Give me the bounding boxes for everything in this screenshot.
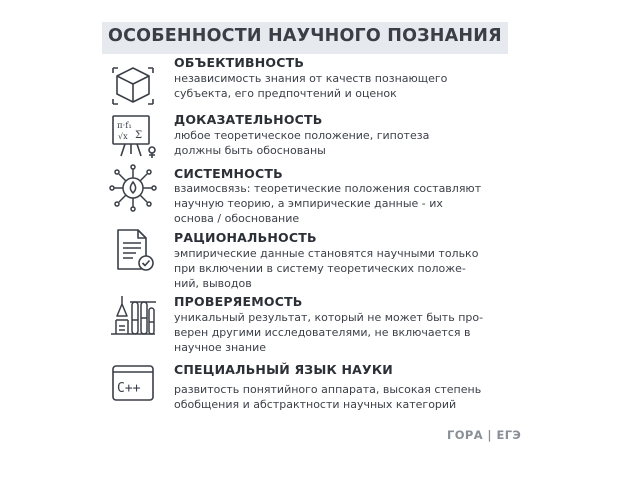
feature-description: взаимосвязь: теоретические положения составляют научную теорию, а эмпирические данные - их основа / обоснование: [174, 182, 482, 225]
feature-description: уникальный результат, который не может быть про- верен другими исследователями, не включается в научное знание: [174, 311, 484, 354]
feature-heading: ОБЪЕКТИВНОСТЬ: [174, 55, 305, 70]
formula-board-icon: [108, 110, 158, 160]
feature-heading: СПЕЦИАЛЬНЫЙ ЯЗЫК НАУКИ: [174, 362, 393, 377]
cube-icon: [108, 60, 158, 110]
svg-text:C++: C++: [117, 381, 141, 396]
svg-text:π·f₁: π·f₁: [117, 121, 132, 131]
svg-text:√x: √x: [118, 132, 128, 141]
page-title: ОСОБЕННОСТИ НАУЧНОГО ПОЗНАНИЯ: [108, 26, 502, 46]
feature-heading: РАЦИОНАЛЬНОСТЬ: [174, 230, 317, 245]
feature-heading: ДОКАЗАТЕЛЬНОСТЬ: [174, 112, 323, 127]
lab-flasks-icon: [108, 290, 158, 340]
feature-heading: ПРОВЕРЯЕМОСТЬ: [174, 294, 303, 309]
feature-description: независимость знания от качеств познающего субъекта, его предпочтений и оценок: [174, 72, 448, 100]
feature-description: любое теоретическое положение, гипотеза должны быть обоснованы: [174, 129, 430, 157]
feature-description: эмпирические данные становятся научными только при включении в систему теоретических положе- ний, выводов: [174, 247, 479, 290]
network-icon: [108, 163, 158, 213]
feature-heading: СИСТЕМНОСТЬ: [174, 166, 283, 181]
feature-description: развитость понятийного аппарата, высокая степень обобщения и абстрактности научных категорий: [174, 383, 482, 411]
document-check-icon: [108, 225, 158, 275]
svg-text:Σ: Σ: [135, 130, 143, 141]
footer-brand: ГОРА | ЕГЭ: [447, 428, 522, 442]
cpp-code-icon: [108, 358, 158, 408]
